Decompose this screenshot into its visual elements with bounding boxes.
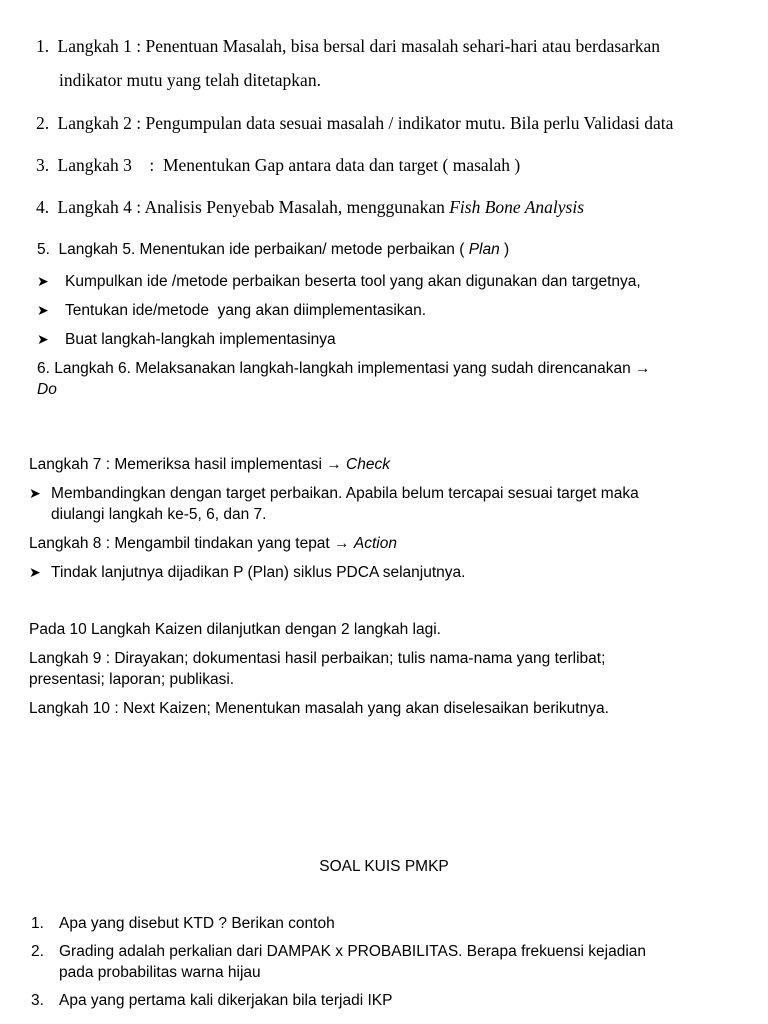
plan-term: Plan	[468, 241, 500, 258]
step-6: 6. Langkah 6. Melaksanakan langkah-langkah implementasi yang sudah direncanakan →	[37, 360, 651, 377]
step-9-continuation: presentasi; laporan; publikasi.	[29, 671, 235, 688]
question-number: 3.	[31, 992, 44, 1009]
step-7-bullet: ➤ Membandingkan dengan target perbaikan. Apabila belum tercapai sesuai target maka	[29, 485, 639, 502]
step-3	[36, 155, 520, 176]
quiz-question-continuation: pada probabilitas warna hijau	[59, 964, 261, 981]
step-number: 2.	[36, 113, 50, 133]
step-number: 3.	[36, 155, 50, 175]
fish-bone-analysis-term: Fish Bone Analysis	[449, 197, 585, 217]
step-5: 5. Langkah 5. Menentukan ide perbaikan/ metode perbaikan ( Plan )	[37, 241, 510, 258]
kaizen-intro: Pada 10 Langkah Kaizen dilanjutkan dengan 2 langkah lagi.	[29, 621, 441, 638]
quiz-title: SOAL KUIS PMKP	[319, 858, 449, 875]
arrow-bullet-icon: ➤	[29, 485, 41, 501]
question-number: 1.	[31, 915, 44, 932]
step-text: Langkah 4 : Analisis Penyebab Masalah, menggunakan Fish Bone Analysis	[57, 197, 585, 217]
step-9: Langkah 9 : Dirayakan; dokumentasi hasil perbaikan; tulis nama-nama yang terlibat;	[29, 650, 606, 667]
step-number: 1.	[36, 36, 50, 56]
arrow-bullet-icon: ➤	[37, 273, 49, 289]
step-1	[36, 36, 660, 57]
step-text: Langkah 3 : Menentukan Gap antara data dan target ( masalah )	[57, 155, 521, 175]
quiz-question: 2. Grading adalah perkalian dari DAMPAK x PROBABILITAS. Berapa frekuensi kejadian	[31, 943, 647, 960]
arrow-bullet-icon: ➤	[37, 302, 49, 318]
step-4	[36, 197, 584, 218]
check-term: Check	[346, 456, 390, 473]
step-5-bullet: ➤ Kumpulkan ide /metode perbaikan beserta tool yang akan digunakan dan targetnya,	[37, 273, 641, 290]
quiz-question: 3. Apa yang pertama kali dikerjakan bila terjadi IKP	[31, 992, 393, 1009]
step-text: Langkah 2 : Pengumpulan data sesuai masalah / indikator mutu. Bila perlu Validasi data	[57, 113, 674, 133]
arrow-bullet-icon: ➤	[37, 331, 49, 347]
step-text: Langkah 1 : Penentuan Masalah, bisa bersal dari masalah sehari-hari atau berdasarkan	[57, 36, 661, 56]
question-number: 2.	[31, 943, 44, 960]
step-8: Langkah 8 : Mengambil tindakan yang tepat → Action	[29, 535, 397, 552]
step-number: 4.	[36, 197, 50, 217]
step-8-bullet: ➤ Tindak lanjutnya dijadikan P (Plan) siklus PDCA selanjutnya.	[29, 564, 466, 581]
action-term: Action	[353, 535, 397, 552]
step-1-continuation: indikator mutu yang telah ditetapkan.	[59, 70, 321, 90]
step-5-bullet: ➤ Buat langkah-langkah implementasinya	[37, 331, 336, 348]
quiz-question: 1. Apa yang disebut KTD ? Berikan contoh	[31, 915, 335, 932]
step-7: Langkah 7 : Memeriksa hasil implementasi → Check	[29, 456, 390, 473]
do-term: Do	[37, 381, 57, 398]
step-2	[36, 113, 673, 134]
step-5-bullet: ➤ Tentukan ide/metode yang akan diimplementasikan.	[37, 302, 427, 319]
step-10: Langkah 10 : Next Kaizen; Menentukan masalah yang akan diselesaikan berikutnya.	[29, 700, 609, 717]
arrow-bullet-icon: ➤	[29, 564, 41, 580]
step-7-bullet-continuation: diulangi langkah ke-5, 6, dan 7.	[51, 506, 267, 523]
